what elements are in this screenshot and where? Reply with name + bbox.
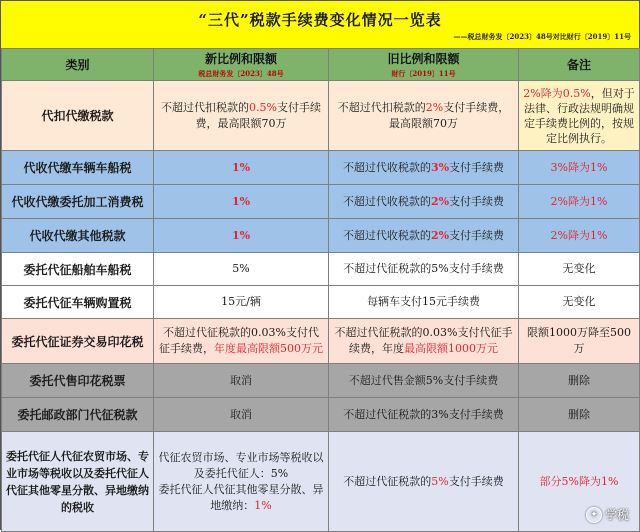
row-note: 2%降为1% [519,185,640,219]
text-part: 支付手续费 [449,160,505,174]
row-note: 限额1000万降至500万 [519,319,640,364]
comparison-table [1,48,640,532]
row-category: 委托邮政部门代征税款 [2,398,154,432]
row-new-rate [154,319,329,364]
text-part: 不超过代收税款的 [342,228,431,242]
table-row [2,151,640,185]
table-row [2,364,640,398]
table-row [2,81,640,151]
text-part: 不超过代扣税款的 [337,100,426,114]
text-part: 支付手续费 [448,474,504,488]
row-new-rate: 1% [154,185,329,219]
text-part: 支付手续费，最高限额70万 [389,100,510,130]
highlight-rate: 5% [431,474,449,488]
row-old-rate [329,432,519,532]
col-header-new-source: 税总财务发〔2023〕48号 [198,69,284,78]
row-old-rate [329,185,519,219]
row-old-rate [329,151,519,185]
row-note: 3%降为1% [519,151,640,185]
row-category: 代收代缴车辆车船税 [2,151,154,185]
row-category: 委托代售印花税票 [2,364,154,398]
watermark-text: 学税 [604,507,629,522]
row-category: 代收代缴其他税款 [2,219,154,253]
table-row [2,432,640,532]
table-header-row [2,49,640,81]
highlight-rate: 2%降为0.5% [523,86,591,100]
table-row [2,219,640,253]
row-note: 无变化 [519,286,640,319]
highlight-rate: 1% [254,498,272,512]
row-new-rate [154,432,329,532]
text-part: 不超过代收税款的 [342,194,431,208]
row-note: 部分5%降为1% [519,432,640,532]
row-category: 委托代征船舶车船税 [2,253,154,286]
text-part: 委托代征人代征其他零星分散、异地缴纳： [158,482,324,512]
row-new-rate: 取消 [154,398,329,432]
watermark [586,506,629,524]
row-note: 无变化 [519,253,640,286]
row-old-rate: 每辆车支付15元手续费 [329,286,519,319]
title-bar [1,1,639,48]
row-category: 代收代缴委托加工消费税 [2,185,154,219]
row-new-rate: 5% [154,253,329,286]
row-old-rate: 不超过代售金额5%支付手续费 [329,364,519,398]
chat-bubble-icon: ✦ [586,507,602,523]
row-new-rate: 1% [154,151,329,185]
row-category: 委托代征车辆购置税 [2,286,154,319]
row-old-rate: 不超过代征税款的3%支付手续费 [329,398,519,432]
highlight-rate: 3% [430,160,450,174]
highlight-rate: 2% [430,194,450,208]
col-header-old-label: 旧比例和限额 [387,52,460,66]
col-header-note: 备注 [519,49,640,81]
text-part: 不超过代扣税款的 [161,100,250,114]
col-header-category: 类别 [2,49,154,81]
row-note: 删除 [519,398,640,432]
table-row [2,253,640,286]
row-category: 委托代征人代征农贸市场、专业市场等税收以及委托代征人代征其他零星分散、异地缴纳的税收 [2,432,154,532]
table-row [2,286,640,319]
table-row [2,319,640,364]
page-title: “三代”税款手续费变化情况一览表 [198,11,442,29]
row-new-rate: 1% [154,219,329,253]
text-part: ，但对于法律、行政法规明确规定手续费比例的，按规定比例执行。 [524,86,635,145]
row-new-rate: 15元/辆 [154,286,329,319]
highlight-rate: 2% [425,100,444,114]
highlight-rate: 0.5% [249,100,277,114]
highlight-limit: 最高限额1000万元 [404,342,498,355]
row-old-rate [329,81,519,151]
highlight-limit: 年度最高限额500万元 [214,342,323,355]
col-header-old [329,49,519,81]
text-part: 支付手续费，最高限额70万 [195,100,321,130]
text-part: 支付手续费 [449,194,505,208]
col-header-new-label: 新比例和限额 [204,52,277,66]
highlight-rate: 2% [430,228,450,242]
row-note [519,81,640,151]
row-note: 2%降为1% [519,219,640,253]
table-row [2,185,640,219]
row-new-rate: 取消 [154,364,329,398]
row-old-rate [329,219,519,253]
text-part: 不超过代收税款的 [342,160,431,174]
text-part: 不超过代征税款的0.03%支付代征手续费，年度 [334,326,513,355]
row-old-rate: 不超过代征税款的5%支付手续费 [329,253,519,286]
text-part: 支付手续费 [449,228,505,242]
text-part: 代征农贸市场、专业市场等税收以及委托代征人：5% [158,450,324,480]
row-note: 删除 [519,364,640,398]
row-old-rate [329,319,519,364]
text-part: 不超过代征税款的0.03%支付代征手续费， [159,326,319,355]
table-row [2,398,640,432]
row-new-rate [154,81,329,151]
text-part: 不超过代征税款的 [343,474,432,488]
title-source: ——税总财务发〔2023〕48号对比财行〔2019〕11号 [453,32,631,41]
col-header-old-source: 财行〔2019〕11号 [391,69,456,78]
col-header-new [154,49,329,81]
row-category: 委托代征证券交易印花税 [2,319,154,364]
row-category: 代扣代缴税款 [2,81,154,151]
